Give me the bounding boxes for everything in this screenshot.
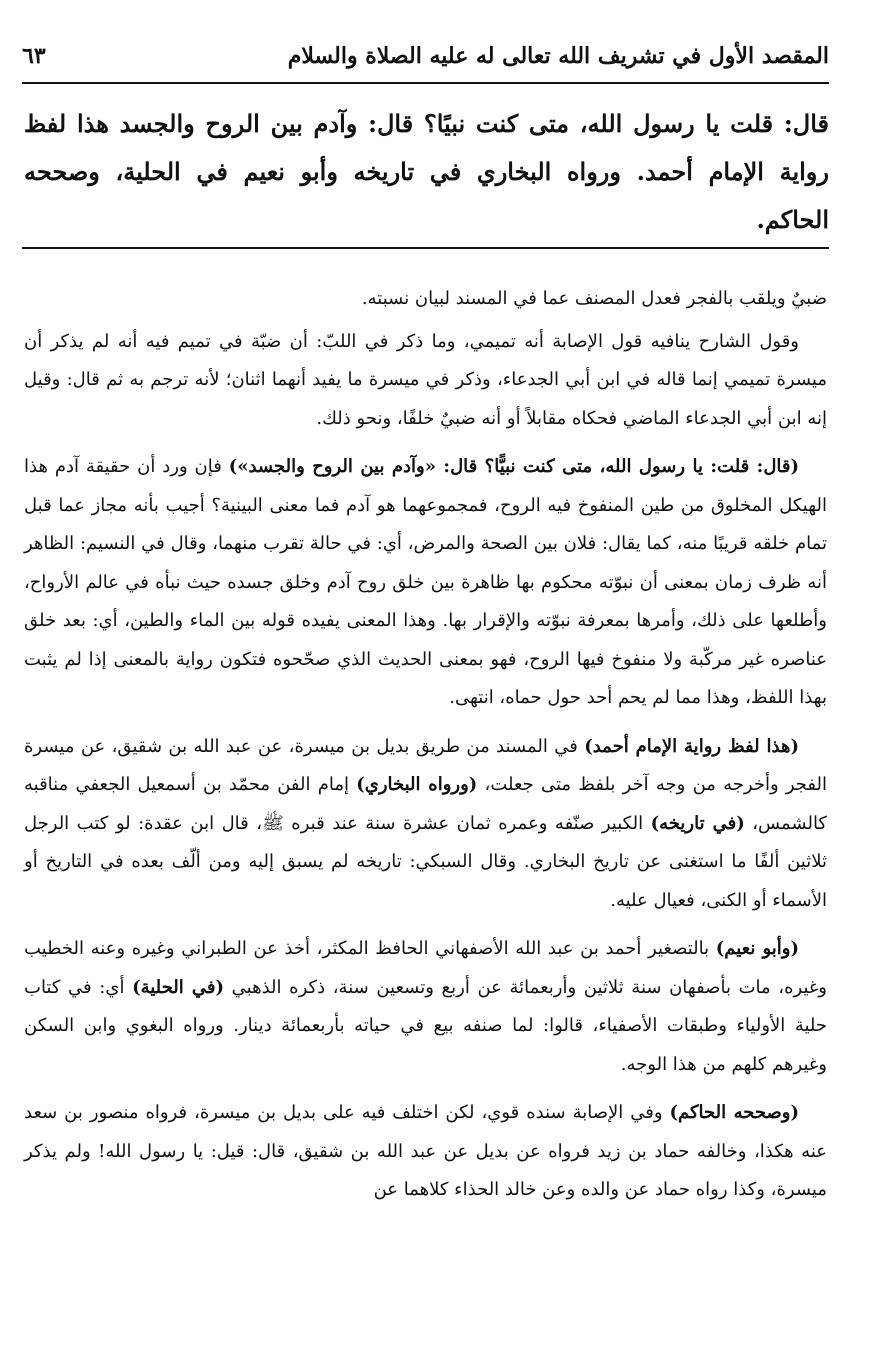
commentary-paragraph-4 <box>24 728 827 921</box>
commentary-text: أي: في كتاب حلية الأولياء وطبقات الأصفياء، قالوا: لما صنفه بيع في حياته بأربعمائة دينار. ورواه البغوي وابن السكن وغيرهم كلهم من هذا الوجه. <box>24 976 827 1075</box>
lemma-quote: (قال: قلت: يا رسول الله، متى كنت نبيًّا؟ قال: «وآدم بين الروح والجسد») <box>228 456 800 477</box>
lemma-quote: (في الحلية) <box>132 976 225 998</box>
commentary-text: إمام الفن محمّد بن أسمعيل الجعفي مناقبه كالشمس، <box>24 774 828 834</box>
lemma-quote: (في تاريخه) <box>650 812 745 834</box>
commentary-paragraph-3 <box>24 448 827 718</box>
lemma-quote: (هذا لفظ رواية الإمام أحمد) <box>584 735 799 757</box>
commentary-text: وفي الإصابة سنده قوي، لكن اختلف فيه على بديل بن ميسرة، فرواه منصور بن سعد عنه هكذا، وخالفه حماد بن زيد فرواه عن بديل عن عبد الله بن شقيق، قال: قيل: يا رسول الله! ولم يذكر ميسرة، وكذا رواه حماد عن والده وعن خالد الحذاء كلاهما عن <box>24 1102 827 1200</box>
commentary-text: الكبير صنّفه وعمره ثمان عشرة سنة عند قبره ﷺ، قال ابن عقدة: لو كتب الرجل ثلاثين ألفًا ما استغنى عن تاريخ البخاري. وقال السبكي: تاريخه لم يسبق إليه ومن ألّف بعده في التاريخ أو الأسماء أو الكنى، فعيال عليه. <box>24 812 827 911</box>
commentary <box>24 280 827 1210</box>
lemma-quote: (وصححه الحاكم) <box>669 1102 799 1123</box>
commentary-text: فإن ورد أن حقيقة آدم هذا الهيكل المخلوق من طين المنفوخ فيه الروح، فمجموعهما هو آدم فما معنى البينية؟ أجيب بأنه مجاز عما قبل تمام خلقه قريبًا منه، كما يقال: فلان بين الصحة والمرض، أي: في حالة تقرب منهما، وقال في النسيم: الظاهر أنه ظرف زمان بمعنى أن نبوّته محكوم بها ظاهرة بين خلق روح آدم وخلق جسده حيث نبأه في عالم الأرواح، وأطلعها على ذلك، وأمرها بمعرفة نبوّته والإقرار بها. وهذا المعنى يفيده قوله بين الماء والطين، أي: بعد خلق عناصره غير مركّبة ولا منفوخ فيها الروح، فهو بمعنى الحديث الذي صحّحوه فتكون رواية بالمعنى إذا لم يثبت بهذا اللفظ، وهذا مما لم يحم أحد حول حماه، انتهى. <box>24 456 827 708</box>
commentary-paragraph-6 <box>24 1094 827 1210</box>
lemma-quote: (وأبو نعيم) <box>715 938 799 959</box>
matn-text: قال: قلت يا رسول الله، متى كنت نبيًا؟ قال: وآدم بين الروح والجسد هذا لفظ رواية الإمام أحمد. ورواه البخاري في تاريخه وأبو نعيم في الحلية، وصححه الحاكم. <box>24 109 829 234</box>
matn-divider <box>22 247 829 249</box>
commentary-paragraph-1: ضبيٌ ويلقب بالفجر فعدل المصنف عما في المسند لبيان نسبته. <box>361 288 827 309</box>
page-number: ٦٣ <box>22 43 46 69</box>
commentary-text: في المسند من طريق بديل بن ميسرة، عن عبد الله بن شقيق، عن ميسرة الفجر وأخرجه من وجه آخر بلفظ متى جعلت، <box>24 735 827 795</box>
commentary-paragraph-2: وقول الشارح ينافيه قول الإصابة أنه تميمي، وما ذكر في اللبّ: أن ضبّة في تميم فيه أنه لم يذكر أن ميسرة تميمي إنما قاله في ابن أبي الجدعاء، وذكر في ميسرة ما يفيد أنهما اثنان؛ لأنه ترجم به ثم قال: وقيل إنه ابن أبي الجدعاء الماضي فحكاه مقابلاً أو أنه ضبيٌ خلفًا، ونحو ذلك. <box>24 330 827 429</box>
running-title: المقصد الأول في تشريف الله تعالى له عليه الصلاة والسلام <box>287 43 829 69</box>
commentary-paragraph-5 <box>24 930 827 1084</box>
commentary-text: بالتصغير أحمد بن عبد الله الأصفهاني الحافظ المكثر، أخذ عن الطبراني وغيره وعنه الخطيب وغيره، مات بأصفهان سنة ثلاثين وأربعمائة عن أربع وتسعين سنة، ذكره الذهبي <box>24 938 827 998</box>
page-header <box>22 30 829 84</box>
lemma-quote: (ورواه البخاري) <box>356 774 478 795</box>
